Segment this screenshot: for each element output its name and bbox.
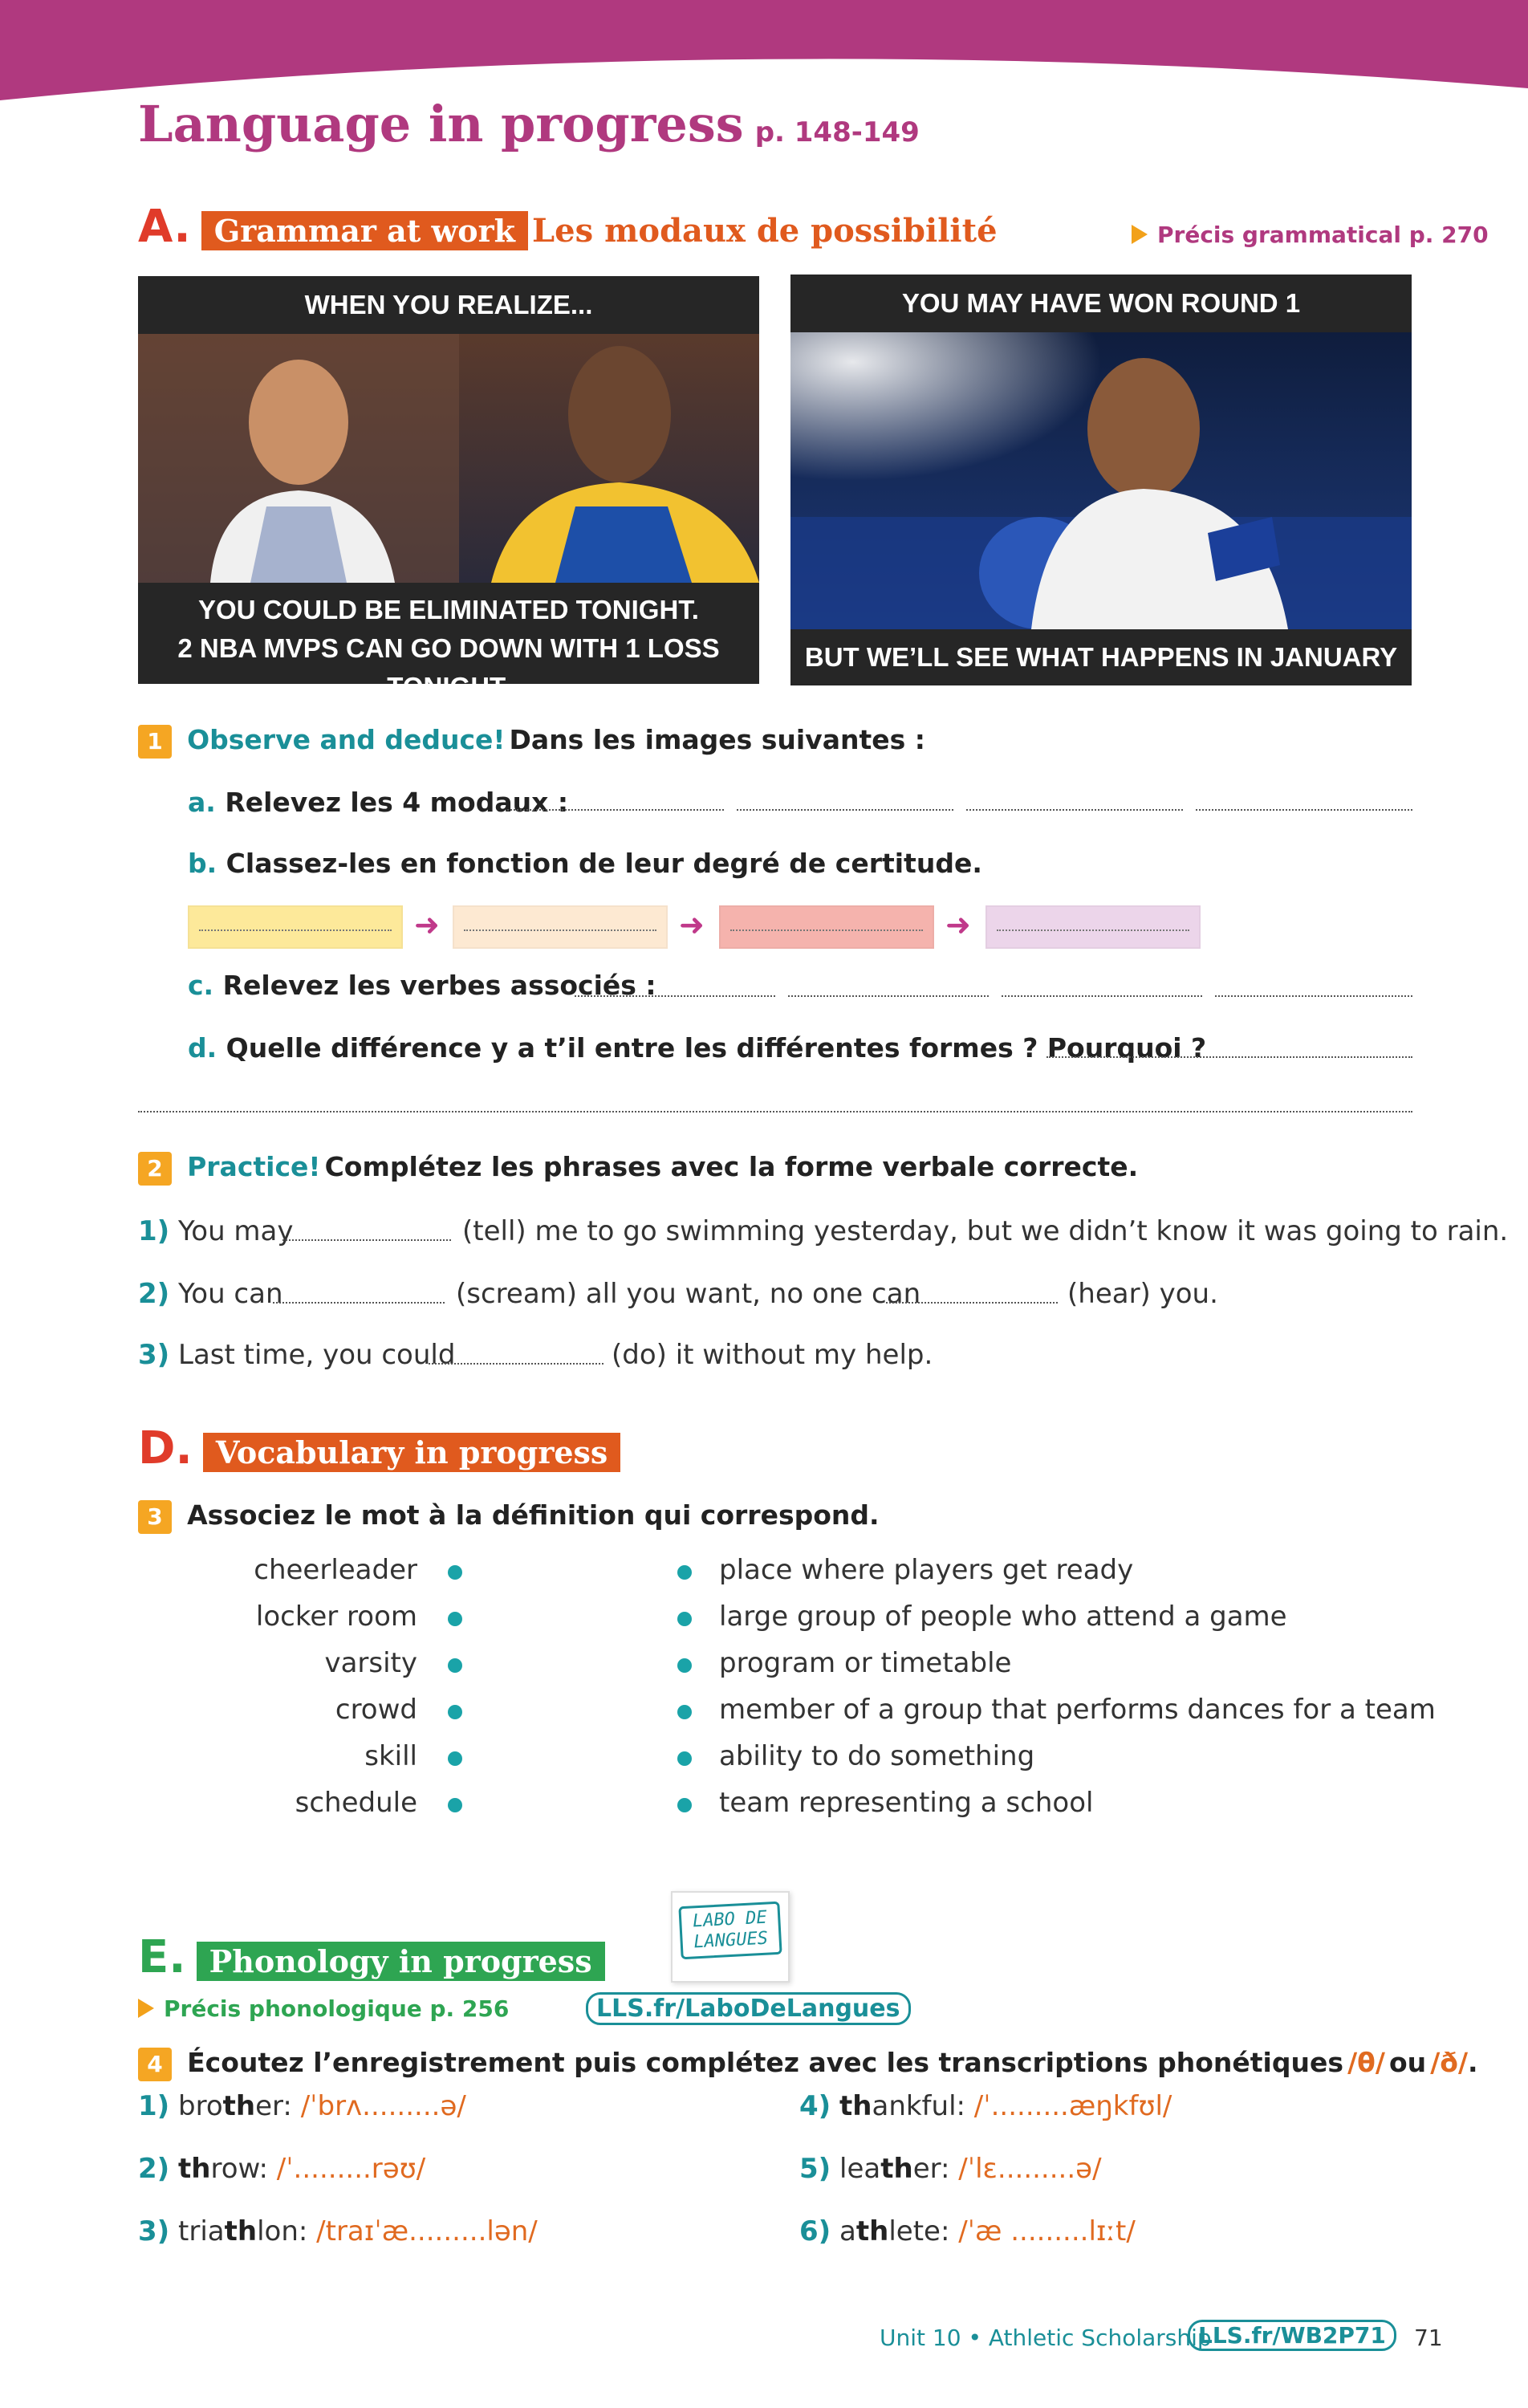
phon-word-th: th [855,2215,889,2247]
sentence-1-number: 1) [138,1215,170,1247]
phon-word-th: th [224,2215,258,2247]
phon-item-number: 5) [799,2153,831,2185]
meme-right-image [790,275,1412,685]
certainty-box-4[interactable] [985,905,1201,949]
phon-word-part: lon: [257,2215,308,2247]
arrow-right-icon: ➜ [945,907,971,942]
exercise2-lead: Practice! [187,1151,321,1182]
phoneme-eth: /ð/ [1430,2047,1469,2078]
meme-right-bottom-text: BUT WE’LL SEE WHAT HAPPENS IN JANUARY [790,629,1412,685]
sentence-2 [138,1278,283,1310]
sentence-3-end: (do) it without my help. [612,1339,933,1371]
vocab-definition: member of a group that performs dances for a team [719,1694,1436,1726]
vocab-word: skill [364,1740,417,1772]
exercise1-a-label: a. [188,787,216,818]
phon-word-part: er: [255,2090,292,2122]
match-dot-left[interactable] [448,1612,462,1626]
match-dot-left[interactable] [448,1751,462,1766]
section-e-header [138,1931,605,1983]
exercise4-instruction: Écoutez l’enregistrement puis complétez avec les transcriptions phonétiques [187,2047,1343,2078]
meme-right-top-text: YOU MAY HAVE WON ROUND 1 [790,275,1412,332]
footer-link[interactable]: LLS.fr/WB2P71 [1188,2320,1396,2351]
phon-item-6[interactable] [799,2215,1136,2247]
footer-title: Athletic Scholarship [988,2325,1212,2351]
phon-word-th: th [880,2153,913,2185]
exercise1-header [138,724,925,759]
answer-blank-c4[interactable] [1215,995,1412,997]
grammar-reference[interactable] [1132,222,1489,248]
labo-de-langues-link[interactable]: LLS.fr/LaboDeLangues [586,1992,911,2025]
meme-left-top-text: WHEN YOU REALIZE... [138,276,759,334]
vocab-word: cheerleader [254,1554,417,1586]
match-dot-right[interactable] [677,1705,692,1719]
phon-item-2[interactable] [138,2153,425,2185]
answer-blank-a2[interactable] [737,809,953,811]
verb-blank-3[interactable] [886,1302,1058,1304]
match-dot-left[interactable] [448,1798,462,1812]
section-e-label: Phonology in progress [197,1942,605,1981]
exercise4-period: . [1468,2047,1478,2078]
answer-blank-c2[interactable] [788,995,989,997]
exercise1-instruction: Dans les images suivantes : [509,724,925,755]
phon-item-number: 2) [138,2153,170,2185]
page-title-text: Language in progress [138,95,744,153]
vocab-word: varsity [324,1647,417,1679]
match-dot-right[interactable] [677,1798,692,1812]
vocab-definition: team representing a school [719,1787,1094,1819]
match-dot-right[interactable] [677,1658,692,1673]
sentence-2-end: (hear) you. [1067,1278,1218,1310]
arrow-right-icon: ➜ [414,907,440,942]
page-number: 71 [1414,2325,1443,2351]
phon-transcription: /ˈlɛ.........ə/ [958,2153,1102,2185]
vocab-word: locker room [255,1601,417,1633]
match-dot-right[interactable] [677,1751,692,1766]
phon-word-part: lea [839,2153,881,2185]
answer-blank-d1[interactable] [1046,1056,1412,1058]
section-a-label: Grammar at work [201,211,528,250]
section-a-subtitle: Les modaux de possibilité [532,212,998,250]
exercise4-header [138,2047,1478,2081]
sentence-2-start: You can [178,1278,283,1310]
phon-item-4[interactable] [799,2090,1172,2122]
meme-left-image [138,276,759,702]
phon-word-part: er: [912,2153,950,2185]
phon-item-number: 3) [138,2215,170,2247]
phon-transcription: /ˈæ .........lɪːt/ [958,2215,1136,2247]
verb-blank-1[interactable] [282,1239,451,1241]
certainty-box-3[interactable] [719,905,934,949]
vocab-definition: large group of people who attend a game [719,1601,1287,1633]
phoneme-theta: /θ/ [1347,2047,1385,2078]
phon-item-1[interactable] [138,2090,466,2122]
vocab-definition: place where players get ready [719,1554,1134,1586]
section-d-letter: D. [138,1422,193,1474]
phonology-reference[interactable] [138,1995,509,2022]
exercise4-number: 4 [138,2048,172,2081]
certainty-box-2[interactable] [453,905,668,949]
exercise1-a-text: Relevez les 4 modaux : [225,787,569,818]
answer-blank-a3[interactable] [966,809,1183,811]
vocab-word: schedule [295,1787,417,1819]
phon-word-part: bro [178,2090,223,2122]
meme-left-bottom-line1: YOU COULD BE ELIMINATED TONIGHT. [198,595,699,624]
exercise2-number: 2 [138,1152,172,1186]
exercise1-a [188,787,568,818]
phon-item-3[interactable] [138,2215,538,2247]
answer-blank-d2[interactable] [138,1111,1412,1112]
grammar-reference-text: Précis grammatical p. 270 [1157,222,1489,248]
exercise1-b-label: b. [188,848,217,879]
exercise1-lead: Observe and deduce! [187,724,506,755]
answer-blank-c3[interactable] [1002,995,1202,997]
phon-transcription: /ˈ.........rəʊ/ [276,2153,426,2185]
phonology-reference-text: Précis phonologique p. 256 [164,1995,510,2022]
phon-item-number: 6) [799,2215,831,2247]
vocab-definition: ability to do something [719,1740,1035,1772]
exercise2-instruction: Complétez les phrases avec la forme verbale correcte. [324,1151,1139,1182]
exercise1-d [188,1032,1206,1064]
phon-word-part: tria [178,2215,225,2247]
exercise1-number: 1 [138,725,172,759]
exercise1-d-label: d. [188,1032,217,1064]
exercise1-c-text: Relevez les verbes associés : [222,970,656,1001]
phon-transcription: /ˈ.........æŋkfʊl/ [973,2090,1172,2122]
play-triangle-icon [138,1999,154,2018]
phon-word-part: ankful: [872,2090,965,2122]
phon-word-part: lete: [888,2215,950,2247]
exercise1-d-text: Quelle différence y a t’il entre les différentes formes ? Pourquoi ? [226,1032,1207,1064]
logo-line-1: LABO DE [692,1907,768,1932]
meme-left-bottom-text [138,583,759,702]
section-a-letter: A. [138,201,191,253]
phon-word-part: row: [210,2153,268,2185]
sentence-1 [138,1215,294,1247]
sentence-3-start: Last time, you could [178,1339,456,1371]
match-dot-right[interactable] [677,1565,692,1580]
page-title [138,95,920,153]
phon-transcription: /ˈbrʌ.........ə/ [300,2090,466,2122]
answer-blank-c1[interactable] [575,995,775,997]
play-triangle-icon [1132,225,1148,244]
arrow-right-icon: ➜ [679,907,705,942]
phon-transcription: /traɪˈæ.........lən/ [316,2215,538,2247]
phon-item-5[interactable] [799,2153,1102,2185]
sentence-1-end: (tell) me to go swimming yesterday, but we didn’t know it was going to rain. [462,1215,1509,1247]
exercise3-header [138,1499,880,1534]
page-title-pages: p. 148-149 [754,116,920,148]
basketball-players-photo [138,334,759,583]
verb-blank-4[interactable] [429,1363,603,1365]
labo-de-langues-logo[interactable] [671,1891,790,1983]
sentence-3-number: 3) [138,1339,170,1371]
footer-unit [880,2325,1212,2351]
footer-unit-text: Unit 10 [880,2325,961,2351]
section-d-label: Vocabulary in progress [203,1433,620,1472]
section-e-letter: E. [138,1931,186,1983]
match-dot-left[interactable] [448,1565,462,1580]
match-dot-right[interactable] [677,1612,692,1626]
vocab-word: crowd [335,1694,417,1726]
phon-word-part: a [839,2215,856,2247]
answer-blank-a4[interactable] [1196,809,1412,811]
match-dot-left[interactable] [448,1705,462,1719]
certainty-box-1[interactable] [188,905,403,949]
phon-word-th: th [222,2090,256,2122]
phon-word-th: th [839,2090,872,2122]
phon-word-th: th [178,2153,211,2185]
verb-blank-2[interactable] [273,1302,445,1304]
sentence-3 [138,1339,455,1371]
exercise3-instruction: Associez le mot à la définition qui correspond. [187,1499,880,1531]
exercise1-c-label: c. [188,970,214,1001]
exercise3-number: 3 [138,1500,172,1534]
section-d-header [138,1422,620,1474]
footer-bullet: • [968,2325,981,2351]
phon-item-number: 1) [138,2090,170,2122]
exercise4-or: ou [1388,2047,1427,2078]
exercise1-b-text: Classez-les en fonction de leur degré de certitude. [226,848,982,879]
sentence-2-number: 2) [138,1278,170,1310]
football-player-photo [790,332,1412,629]
vocab-definition: program or timetable [719,1647,1012,1679]
match-dot-left[interactable] [448,1658,462,1673]
logo-line-2: LANGUES [693,1928,769,1953]
meme-left-bottom-line2: 2 NBA MVPS CAN GO DOWN WITH 1 LOSS TONIGHT. [177,633,720,702]
sentence-2-middle: (scream) all you want, no one can [456,1278,921,1310]
exercise1-b [188,848,982,879]
sentence-1-start: You may [178,1215,294,1247]
phon-item-number: 4) [799,2090,831,2122]
section-a-header [138,201,998,253]
answer-blank-a1[interactable] [507,809,724,811]
top-banner [0,0,1528,100]
exercise2-header [138,1151,1138,1186]
